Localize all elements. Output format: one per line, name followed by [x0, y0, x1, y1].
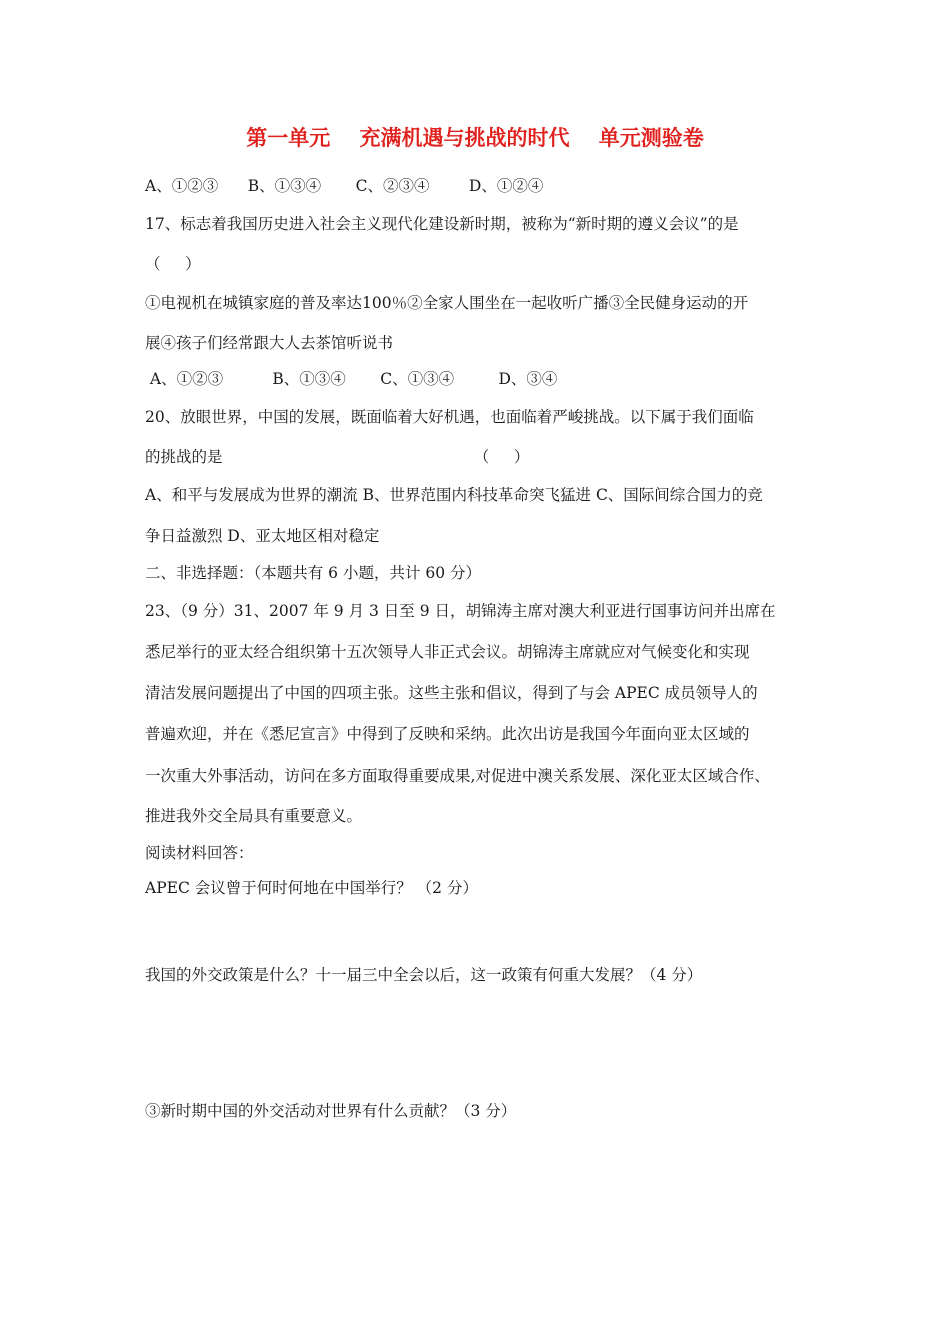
section-two-heading: 二、非选择题：（本题共有 6 小题，共计 60 分） [145, 564, 482, 582]
q23-material-line-3: 清洁发展问题提出了中国的四项主张。这些主张和倡议，得到了与会 APEC 成员领导人的 [145, 684, 758, 702]
q20-options-line-2: 争日益激烈 D、亚太地区相对稳定 [145, 527, 380, 545]
q16-options: A、①②③ B、①③④ C、②③④ D、①②④ [145, 177, 544, 195]
q23-subquestion-2: 我国的外交政策是什么？十一届三中全会以后，这一政策有何重大发展？（4 分） [145, 966, 703, 984]
q17-items-line-1: ①电视机在城镇家庭的普及率达100％②全家人围坐在一起收听广播③全民健身运动的开 [145, 294, 749, 312]
q23-subquestion-1: APEC 会议曾于何时何地在中国举行？ （2 分） [145, 879, 478, 897]
q23-material-line-2: 悉尼举行的亚太经合组织第十五次领导人非正式会议。胡锦涛主席就应对气候变化和实现 [145, 643, 750, 661]
q23-material-line-1: 23、（9 分）31、2007 年 9 月 3 日至 9 日，胡锦涛主席对澳大利亚进行国事访问并出席在 [145, 602, 776, 620]
q20-stem-line-2: 的挑战的是 （ ） [145, 448, 530, 466]
q20-stem-line-1: 20、放眼世界，中国的发展，既面临着大好机遇，也面临着严峻挑战。以下属于我们面临 [145, 408, 754, 426]
q17-items-line-2: 展④孩子们经常跟大人去茶馆听说书 [145, 334, 394, 352]
q17-answer-blank: （ ） [145, 255, 201, 273]
q23-material-line-5: 一次重大外事活动，访问在多方面取得重要成果,对促进中澳关系发展、深化亚太区域合作、 [145, 767, 770, 785]
q17-options: A、①②③ B、①③④ C、①③④ D、③④ [145, 370, 558, 388]
q23-material-line-4: 普遍欢迎，并在《悉尼宣言》中得到了反映和采纳。此次出访是我国今年面向亚太区域的 [145, 725, 750, 743]
q20-options-line-1: A、和平与发展成为世界的潮流 B、世界范围内科技革命突飞猛进 C、国际间综合国力的竞 [145, 486, 763, 504]
document-title: 第一单元 充满机遇与挑战的时代 单元测验卷 [246, 125, 704, 150]
q23-subquestion-3: ③新时期中国的外交活动对世界有什么贡献？（3 分） [145, 1102, 517, 1120]
q17-stem-line-1: 17、标志着我国历史进入社会主义现代化建设新时期，被称为“新时期的遵义会议”的是 [145, 215, 739, 233]
reading-instruction: 阅读材料回答： [145, 844, 254, 862]
q23-material-line-6: 推进我外交全局具有重要意义。 [145, 807, 363, 825]
